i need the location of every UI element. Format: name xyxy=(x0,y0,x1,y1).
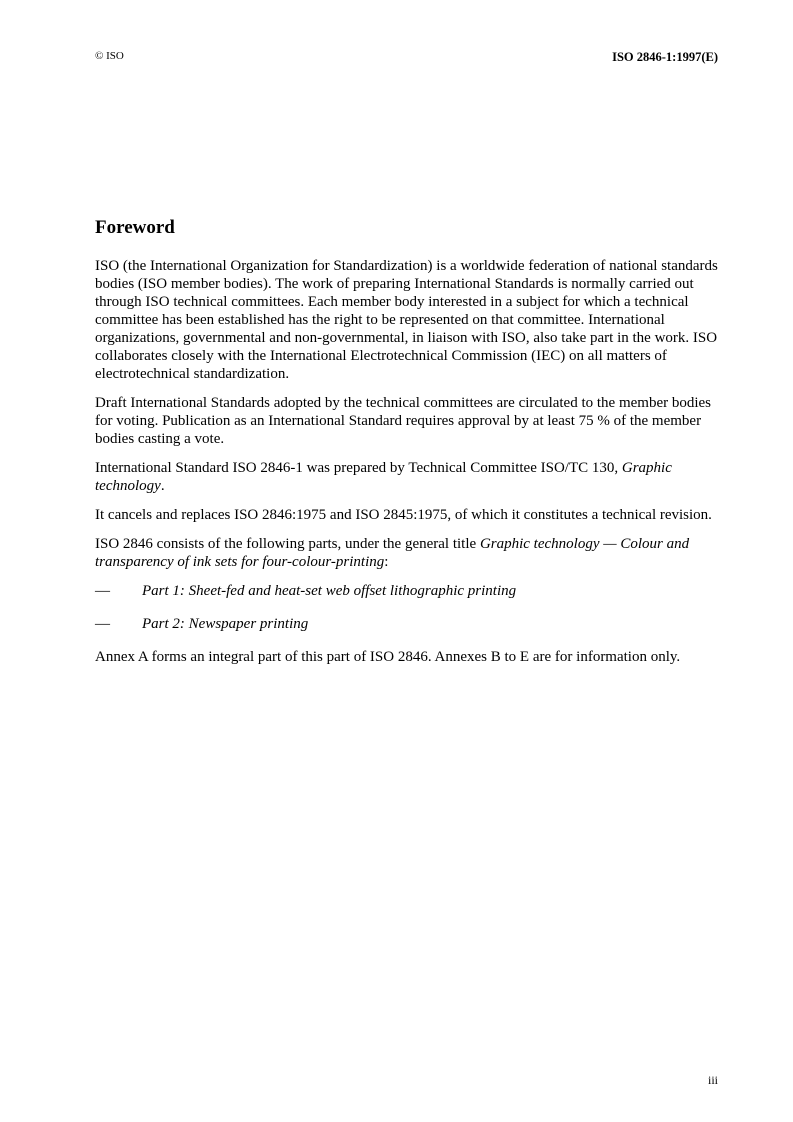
header-standard-number: ISO 2846-1:1997(E) xyxy=(612,50,718,64)
prepared-by-end: . xyxy=(160,477,165,494)
paragraph-iso-intro: ISO (the International Organization for Standardization) is a worldwide federation of national standards bodies (ISO member bodies). The work of preparing International Standards is normally carried out through ISO technical committees. Each member body interested in a subject for which a technical committee has been established has the right to be represented on that committee. International organizations, governmental and non-governmental, in liaison with ISO, also take part in the work. ISO collaborates closely with the International Electrotechnical Commission (IEC) on all matters of electrotechnical standardization. xyxy=(95,257,718,382)
parts-intro-text: ISO 2846 consists of the following parts, under the general title xyxy=(95,535,480,552)
part-2-title: Part 2: Newspaper printing xyxy=(142,615,309,632)
page-number: iii xyxy=(707,1073,718,1087)
paragraph-cancels: It cancels and replaces ISO 2846:1975 and ISO 2845:1975, of which it constitutes a technical revision. xyxy=(95,506,712,523)
foreword-content xyxy=(95,217,720,677)
prepared-by-text: International Standard ISO 2846-1 was prepared by Technical Committee ISO/TC 130, xyxy=(95,459,622,476)
committee-title: Graphic technology xyxy=(95,459,672,494)
parts-intro-end: : xyxy=(384,553,389,570)
paragraph-prepared-by xyxy=(95,459,720,495)
dash-bullet: — xyxy=(95,615,110,632)
header-copyright: © ISO xyxy=(95,50,124,62)
list-item xyxy=(95,582,720,600)
paragraph-parts-intro xyxy=(95,535,720,571)
paragraph-draft-standards: Draft International Standards adopted by the technical committees are circulated to the member bodies for voting. Publication as an International Standard requires approval by at least 75 % of the member bodies casting a vote. xyxy=(95,394,712,447)
part-1-title: Part 1: Sheet-fed and heat-set web offset lithographic printing xyxy=(142,582,517,599)
dash-bullet: — xyxy=(95,582,110,599)
list-item xyxy=(95,615,720,633)
general-title: Graphic technology — Colour and transparency of ink sets for four-colour-printing xyxy=(95,535,690,570)
paragraph-annexes: Annex A forms an integral part of this part of ISO 2846. Annexes B to E are for information only. xyxy=(95,648,681,665)
page-title: Foreword xyxy=(95,217,175,238)
